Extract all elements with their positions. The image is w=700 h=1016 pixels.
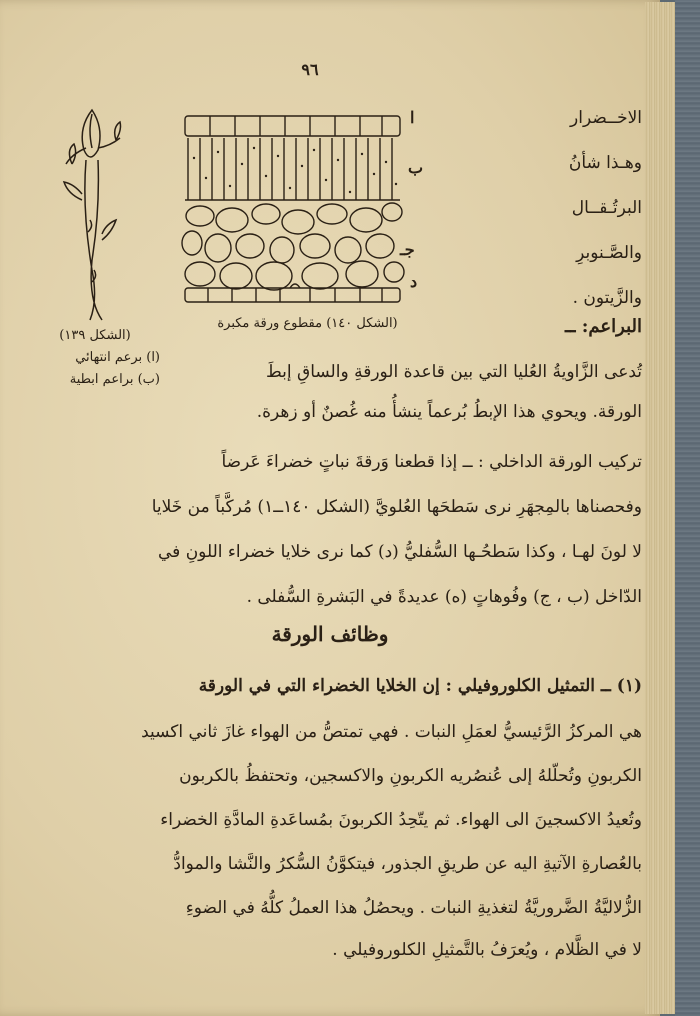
structure-line: وفحصناها بالمِجهَرِ نرى سَطحَها العُلويَّ (الشكل ١٤٠ــ١) مُركَّباً من خَلايا (151, 497, 642, 517)
figure-label-d: د (410, 272, 418, 291)
buds-line: الورقة. ويحوي هذا الإبطُ بُرعماً ينشأُ منه غُصنٌ أو زهرة. (256, 402, 642, 422)
side-text-line: والصَّـنوبرِ (576, 243, 642, 263)
figure-label-a: ا (410, 108, 415, 127)
upper-epidermis (185, 116, 400, 136)
structure-line: لا لونَ لهـا ، وكذا سَطحُـها السُّفليُّ (د) كما نرى خلايا خضراء اللونِ في (158, 542, 642, 562)
figure-label-c: جـ (400, 240, 415, 259)
figure139-item: (ا) برعم انتهائي (75, 350, 160, 365)
side-text-line: والزَّيتون . (572, 288, 642, 308)
photosynthesis-line: وتُعيدُ الاكسجينَ الى الهواء. ثم يتّحِدُ الكربونَ بمُساعَدةِ المادَّةِ الخضراء (160, 810, 642, 830)
spongy-layer (182, 203, 404, 290)
figure139-item: (ب) براعم ابطية (69, 372, 160, 387)
photosynthesis-line: (١) ــ التمثيل الكلوروفيلي : إن الخلايا الخضراء التي في الورقة (198, 676, 642, 696)
figure-label-b: ب (408, 158, 424, 177)
side-text-line: وهـذا شأنُ (568, 153, 642, 173)
side-text-line: الاخــضرار (570, 108, 642, 128)
figure139-title: (الشكل ١٣٩) (59, 328, 131, 343)
structure-line: الدّاخل (ب ، ج) وفُوهاتٍ (ه) عديدةً في البَشرةِ السُّفلى . (246, 587, 642, 607)
page-number: ٩٦ (301, 60, 319, 79)
background-strip (675, 0, 700, 1016)
leaf-cross-section-figure (170, 108, 440, 308)
photosynthesis-line: هي المركزُ الرَّئيسيُّ لعمَلِ النبات . فهي تمتصُّ من الهواء غازَ ثاني اكسيد (141, 722, 642, 742)
buds-line: تُدعى الزَّاويةُ العُليا التي بين قاعدة الورقةِ والساقِ إبطَ (266, 362, 642, 382)
structure-line: تركيب الورقة الداخلي : ــ إذا قطعنا وَرقةَ نباتٍ خضراءَ عَرضاً (221, 452, 642, 472)
side-text-line: البرتُـقــال (571, 198, 642, 218)
photosynthesis-line: بالعُصارةِ الآتيةِ اليه عن طريقِ الجذور، فيتكوَّنُ السُّكرُ والنَّشا والموادُّ (173, 854, 642, 874)
buds-heading: البراعم: ــ (564, 316, 642, 337)
page-edges (645, 2, 677, 1014)
photosynthesis-line: لا في الظَّلام ، ويُعرَفُ بالتَّمثيلِ الكلوروفيلي . (332, 940, 642, 960)
photosynthesis-line: الكربونِ وتُحلّلهُ إلى عُنصُريه الكربونِ والاكسجين، وتحتفظُ بالكربون (179, 766, 642, 786)
photosynthesis-line: الزُّلاليَّةُ الضَّروريَّةُ لتغذيةِ النبات . ويحصُلُ هذا العملُ كلُّهُ في الضوءِ (185, 898, 642, 918)
twig-buds-figure (52, 100, 132, 330)
section-title: وظائف الورقة (271, 622, 389, 646)
palisade-layer (185, 138, 400, 200)
side-text-column (512, 96, 642, 321)
figure140-caption: (الشكل ١٤٠) مقطوع ورقة مكبرة (217, 316, 398, 331)
figure139-caption (30, 325, 160, 391)
